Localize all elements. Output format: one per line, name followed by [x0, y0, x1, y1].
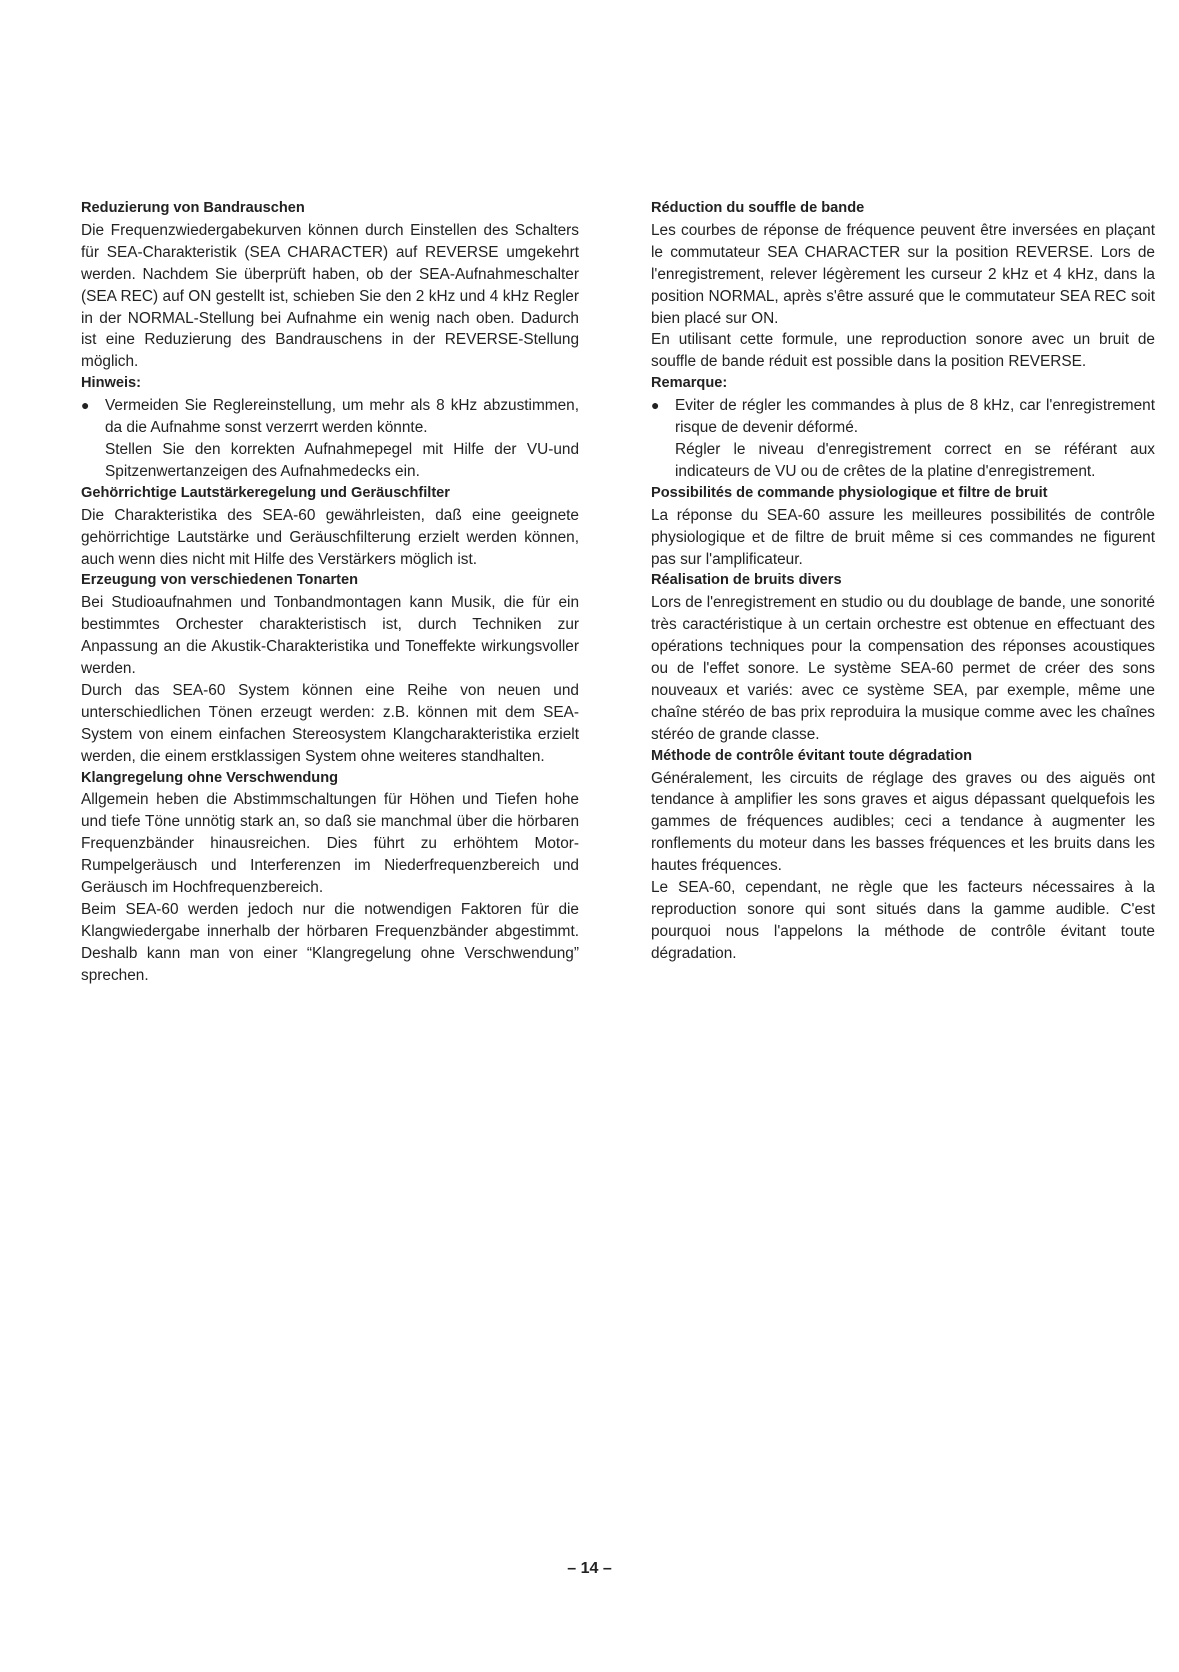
paragraph: Die Frequenzwiedergabekurven können durch Einstellen des Schalters für SEA-Charakteristik (SEA CHARACTER) auf REVERSE umgekehrt werden. Nachdem Sie überprüft haben, ob der SEA-Aufnahmeschalter (SEA REC) auf ON gestellt ist, schieben Sie den 2 kHz und 4 kHz Regler in der NORMAL-Stellung bei Aufnahme ein wenig nach oben. Dadurch ist eine Reduzierung des Bandrauschens in der REVERSE-Stellung möglich. — [81, 221, 579, 371]
note-bullet — [81, 395, 579, 483]
section-heading-physiological: Possibilités de commande physiologique et filtre de bruit — [651, 484, 1048, 501]
bullet-text-2: Régler le niveau d'enregistrement correct en se référant aux indicateurs de VU ou de crêtes de la platine d'enregistrement. — [675, 440, 1155, 480]
paragraph: Généralement, les circuits de réglage des graves ou des aiguës ont tendance à amplifier les sons graves et aigus dépassant quelquefois les gammes de fréquences audibles; ceci a tendance à augmenter les ronflements du moteur dans les basses fréquences et les bruits dans les hautes fréquences. — [651, 769, 1155, 875]
section-heading-tones: Erzeugung von verschiedenen Tonarten — [81, 572, 359, 589]
paragraph: Lors de l'enregistrement en studio ou du doublage de bande, une sonorité très caractéristique à un certain orchestre est obtenue en effectuant des opérations techniques pour la compensation des réponses acoustiques ou de l'effet sonore. Le système SEA-60 permet de créer des sons nouveaux et variés: avec ce système SEA, par exemple, même une chaîne stéréo de bas prix reproduira la musique comme avec les chaînes stéréo de grande classe. — [651, 594, 1155, 743]
note-heading: Hinweis: — [81, 375, 142, 392]
paragraph: Die Charakteristika des SEA-60 gewährleisten, daß eine geeignete gehörrichtige Lautstärke und Geräuschfilterung erzielt werden können, auch wenn dies nicht mit Hilfe des Verstärkers möglich ist. — [81, 506, 579, 568]
section-heading-tape-noise: Réduction du souffle de bande — [651, 200, 865, 216]
french-column — [651, 198, 1155, 965]
bullet-icon: ● — [651, 397, 660, 414]
section-heading-loudness: Gehörrichtige Lautstärkeregelung und Geräuschfilter — [81, 484, 450, 501]
paragraph: Bei Studioaufnahmen und Tonbandmontagen kann Musik, die für ein bestimmtes Orchester charakteristisch ist, durch Techniken zur Anpassung an die Akustik-Charakteristika und Toneffekte wirkungsvoller werden. — [81, 594, 579, 678]
bullet-icon: ● — [81, 397, 90, 414]
bullet-text-2: Stellen Sie den korrekten Aufnahmepegel mit Hilfe der VU-und Spitzenwertanzeigen des Aufnahmedecks ein. — [105, 440, 579, 480]
section-heading-tone-control: Klangregelung ohne Verschwendung — [81, 769, 339, 786]
note-bullet — [651, 395, 1155, 483]
paragraph: Allgemein heben die Abstimmschaltungen für Höhen und Tiefen hohe und tiefe Töne unnötig stark an, so daß sie manchmal über die hörbaren Frequenzbänder hinausreichen. Dies führt zu erhöhtem Motor-Rumpelgeräusch und Interferenzen im Niederfrequenzbereich und Geräusch im Hochfrequenzbereich. — [81, 791, 579, 897]
paragraph: Les courbes de réponse de fréquence peuvent être inversées en plaçant le commutateur SEA CHARACTER sur la position REVERSE. Lors de l'enregistrement, relever légèrement les curseur 2 kHz et 4 kHz, dans la position NORMAL, après s'être assuré que le commutateur SEA REC soit bien placé sur ON. — [651, 221, 1155, 327]
section-heading-noises: Réalisation de bruits divers — [651, 572, 842, 589]
paragraph: Beim SEA-60 werden jedoch nur die notwendigen Faktoren für die Klangwiedergabe innerhalb der hörbaren Frequenzbänder abgestimmt. Deshalb kann man von einer “Klangregelung ohne Verschwendung” sprechen. — [81, 901, 579, 984]
paragraph: Le SEA-60, cependant, ne règle que les facteurs nécessaires à la reproduction sonore qui sont situés dans la gamme audible. C'est pourquoi nous l'appelons la méthode de contrôle évitant toute dégradation. — [651, 879, 1155, 962]
bullet-text-1: Eviter de régler les commandes à plus de 8 kHz, car l'enregistrement risque de devenir déformé. — [675, 397, 1155, 437]
paragraph: La réponse du SEA-60 assure les meilleures possibilités de contrôle physiologique et de filtre de bruit même si ces commandes ne figurent pas sur l'amplificateur. — [651, 506, 1155, 568]
page-number: – 14 – — [567, 1560, 612, 1577]
section-heading-tape-noise: Reduzierung von Bandrauschen — [81, 200, 305, 216]
bullet-text-1: Vermeiden Sie Reglereinstellung, um mehr als 8 kHz abzustimmen, da die Aufnahme sonst verzerrt werden könnte. — [105, 397, 579, 437]
paragraph: Durch das SEA-60 System können eine Reihe von neuen und unterschiedlichen Tönen erzeugt werden: z.B. können mit dem SEA-System von einem einfachen Stereosystem Klangcharakteristika erzielt werden, die einem erstklassigen System ohne weiteres standhalten. — [81, 681, 579, 765]
note-heading: Remarque: — [651, 375, 728, 392]
german-column — [81, 198, 579, 987]
paragraph: En utilisant cette formule, une reproduction sonore avec un bruit de souffle de bande réduit est possible dans la position REVERSE. — [651, 331, 1155, 371]
section-heading-control-method: Méthode de contrôle évitant toute dégradation — [651, 747, 973, 764]
